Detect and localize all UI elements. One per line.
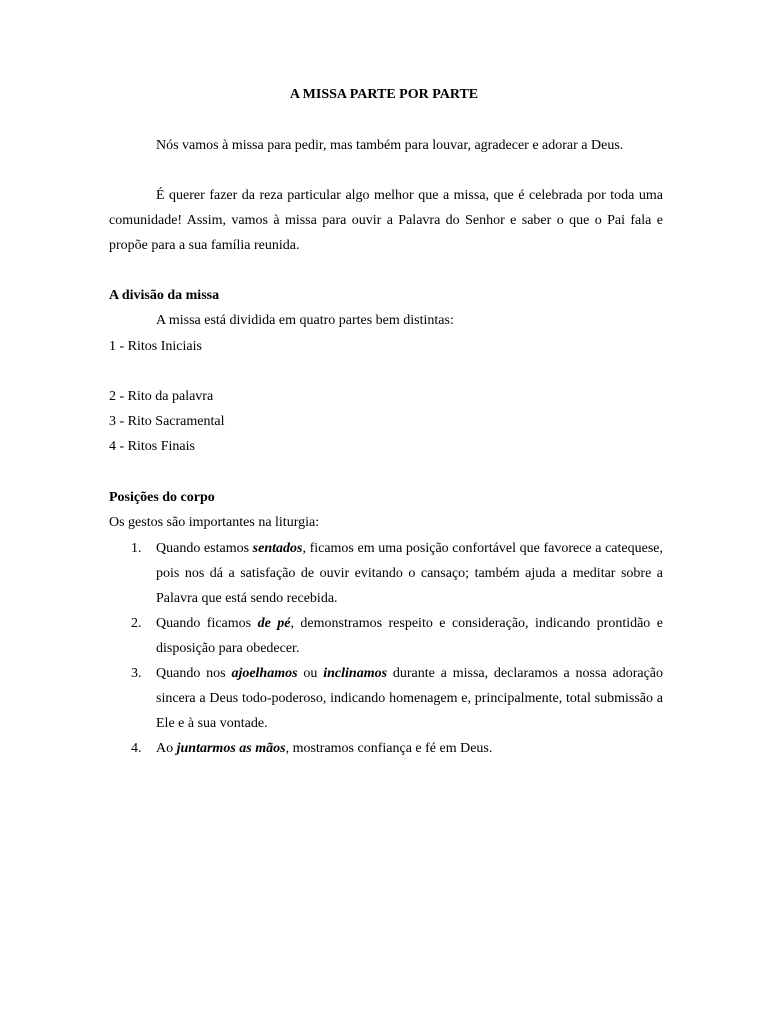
emphasis-text: inclinamos (323, 666, 388, 681)
emphasis-text: sentados (252, 541, 303, 556)
emphasis-text: de pé (257, 616, 291, 631)
positions-heading: Posições do corpo (109, 490, 215, 505)
emphasis-text: juntarmos as mãos (176, 741, 286, 756)
list-number: 1. (131, 541, 142, 556)
list-item-text: Ao juntarmos as mãos, mostramos confiança e fé em Deus. (156, 741, 493, 756)
division-heading: A divisão da missa (109, 288, 220, 303)
list-number: 2. (131, 616, 142, 631)
list-item-text: Quando ficamos de pé, demonstramos respeito e consideração, indicando prontidão e disposição para obedecer. (156, 616, 663, 656)
positions-intro: Os gestos são importantes na liturgia: (109, 515, 320, 530)
division-part-1: 1 - Ritos Iniciais (109, 339, 202, 354)
division-part-4: 4 - Ritos Finais (109, 439, 195, 454)
division-part-3: 3 - Rito Sacramental (109, 414, 225, 429)
division-part-2: 2 - Rito da palavra (109, 389, 214, 404)
intro-paragraph-2: É querer fazer da reza particular algo melhor que a missa, que é celebrada por toda uma comunidade! Assim, vamos à missa para ouvir a Palavra do Senhor e saber o que o Pai fala e propõe para a sua família reunida. (109, 188, 663, 253)
intro-paragraph-1: Nós vamos à missa para pedir, mas também para louvar, agradecer e adorar a Deus. (156, 138, 624, 153)
list-item-text: Quando estamos sentados, ficamos em uma posição confortável que favorece a catequese, pois nos dá a satisfação de ouvir evitando o cansaço; também ajuda a meditar sobre a Palavra que está sendo recebida. (156, 541, 663, 606)
list-number: 3. (131, 666, 142, 681)
division-intro: A missa está dividida em quatro partes bem distintas: (156, 313, 454, 328)
document-title: A MISSA PARTE POR PARTE (289, 87, 479, 102)
list-item-text: Quando nos ajoelhamos ou inclinamos durante a missa, declaramos a nossa adoração sincera a Deus todo-poderoso, indicando homenagem e, principalmente, total submissão a Ele e à sua vontade. (156, 666, 664, 731)
list-number: 4. (131, 741, 142, 756)
emphasis-text: ajoelhamos (231, 666, 298, 681)
